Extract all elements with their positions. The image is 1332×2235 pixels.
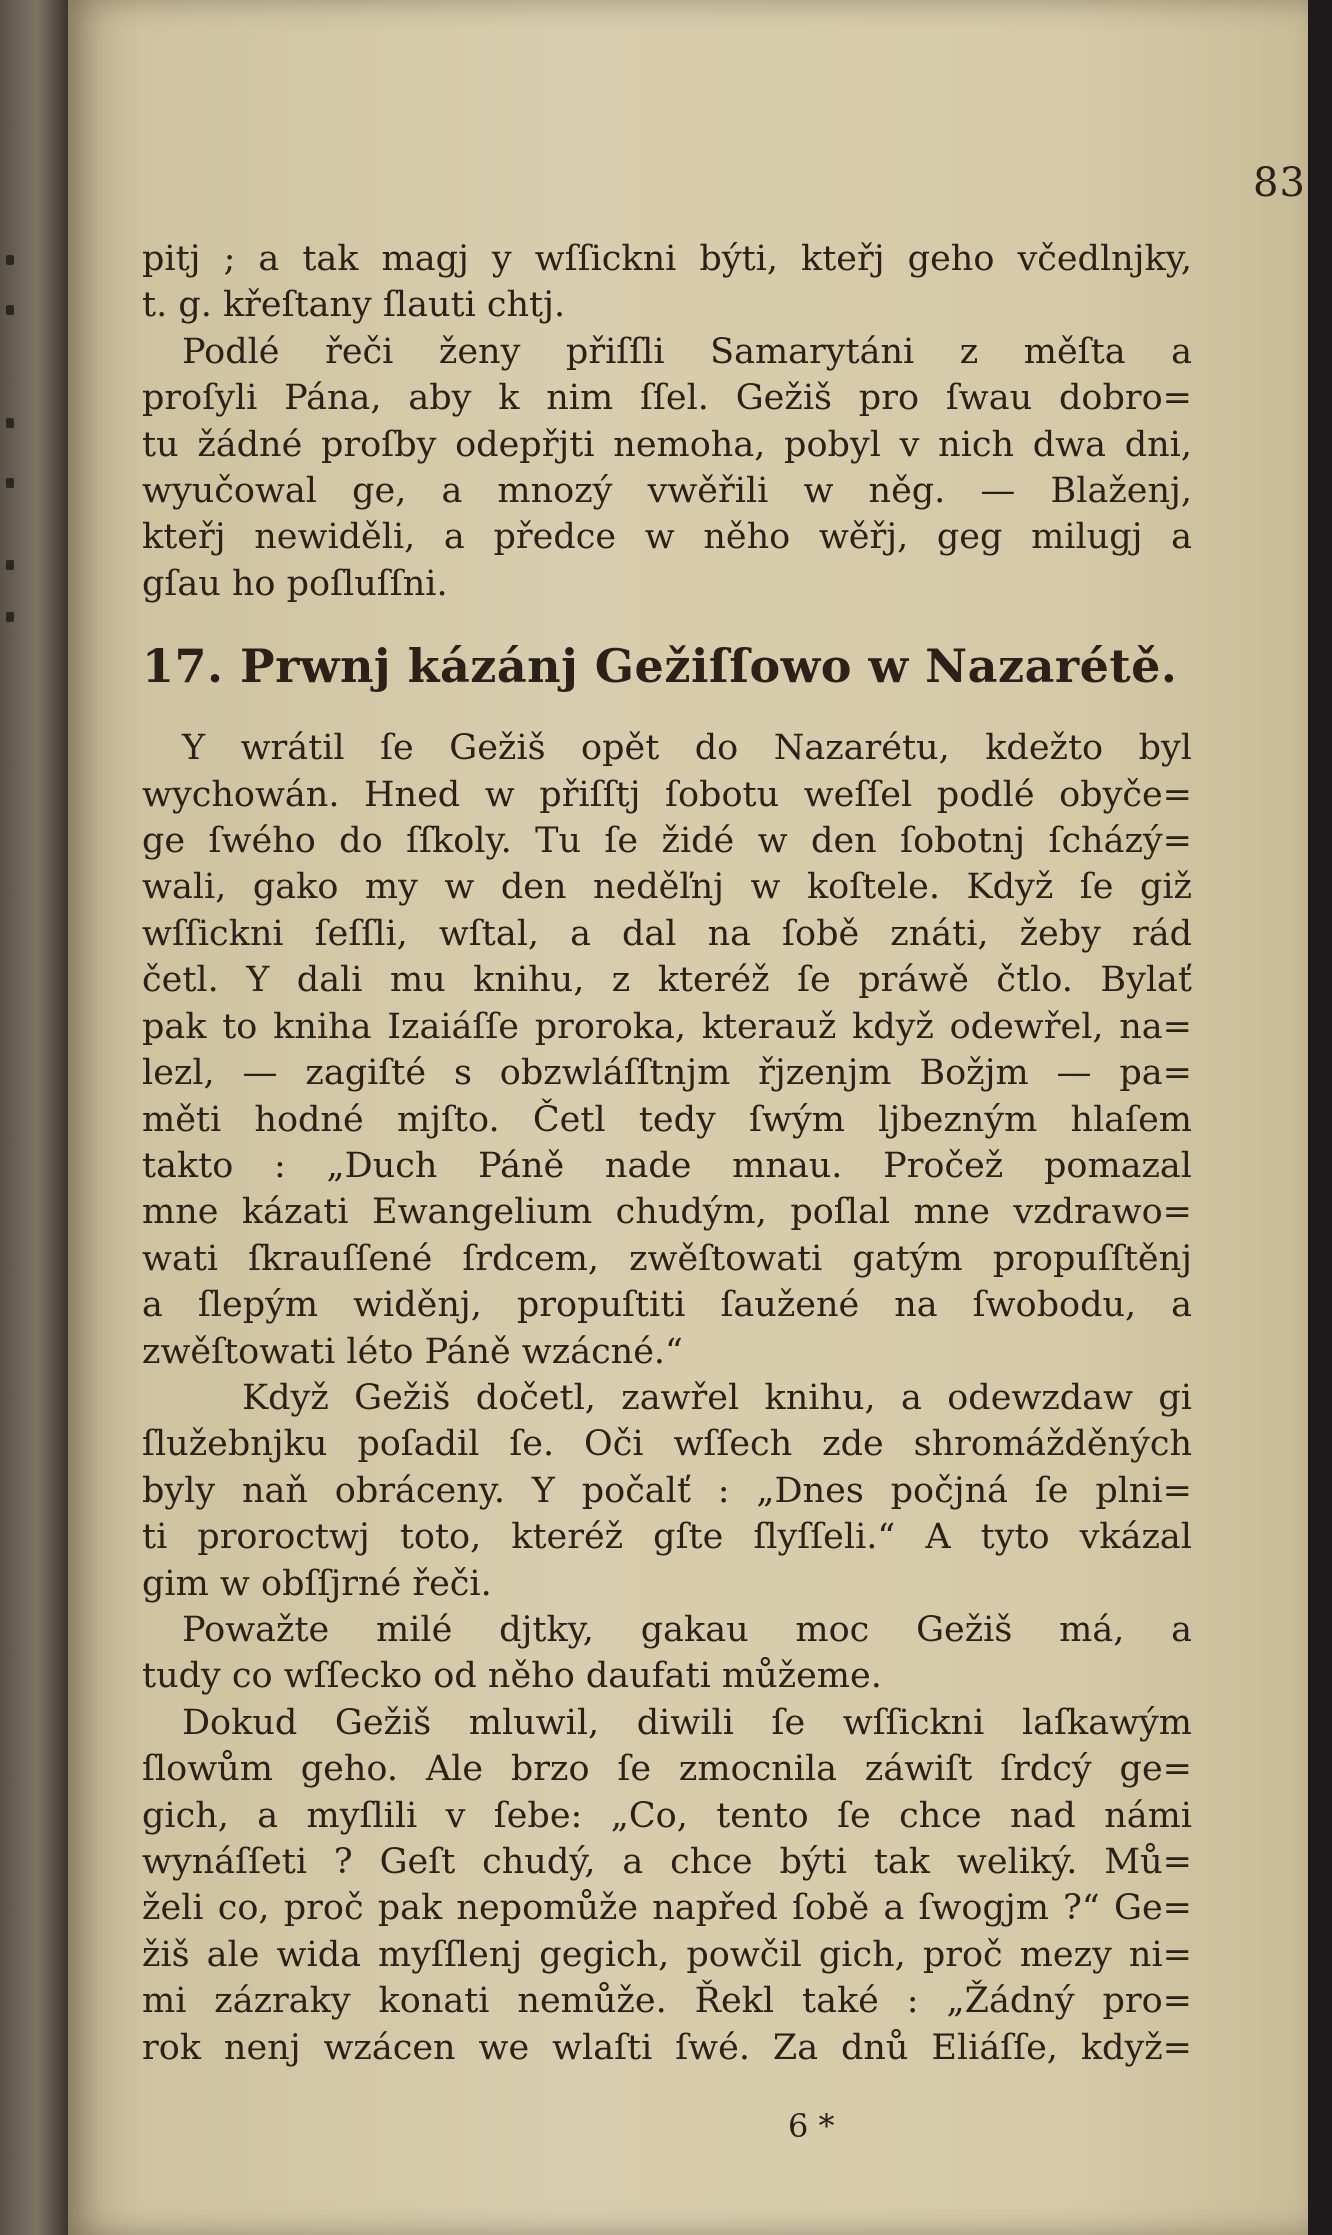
text-line: četl. Y dali mu knihu, z kteréž ſe práwě čtlo. Bylať	[142, 960, 1192, 1001]
text-line: želi co, proč pak nepomůže napřed ſobě a ſwogjm ?“ Ge=	[142, 1888, 1192, 1929]
text-line: ge ſwého do ſſkoly. Tu ſe židé w den ſobotnj ſcházý=	[142, 821, 1192, 862]
text-line: wſſickni ſeſſli, wſtal, a dal na ſobě znáti, žeby rád	[142, 913, 1192, 954]
text-line: takto : „Duch Páně nade mnau. Pročež pomazal	[142, 1145, 1192, 1186]
printer-signature: 6 *	[788, 2107, 835, 2145]
text-line: Powažte milé djtky, gakau moc Gežiš má, a	[182, 1609, 1192, 1650]
facing-page-letter-mark	[6, 305, 14, 315]
text-line: mne kázati Ewangelium chudým, poſlal mne vzdrawo=	[142, 1192, 1192, 1233]
text-line: Dokud Gežiš mluwil, diwili ſe wſſickni laſkawým	[182, 1702, 1192, 1743]
page-text	[142, 236, 1192, 2071]
paragraph-nazareth	[142, 725, 1192, 1375]
text-line: Podlé řeči ženy přiſſli Samarytáni z měſta a	[182, 331, 1192, 372]
text-line: pitj ; a tak magj y wſſickni býti, kteřj geho včedlnjky,	[142, 239, 1192, 279]
text-line: ſlužebnjku poſadil ſe. Oči wſſech zde shromážděných	[142, 1424, 1192, 1465]
text-line: byly naň obráceny. Y počalť : „Dnes počjná ſe plni=	[142, 1470, 1192, 1511]
scan-border	[1308, 0, 1332, 2235]
text-line: wynáſſeti ? Geſt chudý, a chce býti tak weliký. Mů=	[142, 1842, 1192, 1882]
paragraph-final	[142, 1700, 1192, 2071]
text-line: gich, a myſlili v ſebe: „Co, tento ſe chce nad námi	[142, 1795, 1192, 1836]
text-line: wali, gako my w den neděľnj w koſtele. Když ſe giž	[142, 867, 1192, 908]
facing-page-letter-mark	[6, 478, 14, 488]
text-line: t. g. křeſtany ſlauti chtj.	[142, 285, 566, 326]
chapter-heading: 17. Prwnj kázánj Gežiſſowo w Nazarétě.	[142, 639, 1178, 694]
facing-page-letter-mark	[6, 560, 14, 570]
text-line: měti hodné mjſto. Četl tedy ſwým ljbezným hlaſem	[142, 1099, 1192, 1140]
text-line: proſyli Pána, aby k nim ſſel. Gežiš pro ſwau dobro=	[142, 378, 1192, 419]
facing-page-edge	[0, 0, 68, 2235]
facing-page-letter-mark	[6, 612, 14, 622]
facing-page-letter-mark	[6, 255, 14, 265]
page-number: 83	[1253, 160, 1306, 206]
text-line: Když Gežiš dočetl, zawřel knihu, a odewzdaw gi	[242, 1377, 1192, 1418]
text-line: wyučowal ge, a mnozý vwěřili w něg. — Blaženj,	[142, 471, 1192, 512]
text-line: tu žádné proſby odepřjti nemoha, pobyl v nich dwa dni,	[142, 424, 1192, 465]
text-line: pak to kniha Izaiáſſe proroka, kterauž když odewřel, na=	[142, 1006, 1192, 1047]
text-line: ſlowům geho. Ale brzo ſe zmocnila záwiſt ſrdcý ge=	[142, 1749, 1192, 1790]
text-line: ti proroctwj toto, kteréž gſte ſlyſſeli.“ A tyto vkázal	[142, 1517, 1192, 1558]
paragraph-top	[142, 236, 1192, 329]
text-line: wychowán. Hned w přiſſtj ſobotu weſſel podlé obyče=	[142, 774, 1192, 815]
text-line: Y wrátil ſe Gežiš opět do Nazarétu, kdežto byl	[182, 728, 1192, 769]
text-line: kteřj newiděli, a předce w něho wěřj, geg milugj a	[142, 517, 1192, 558]
paragraph-reading	[142, 1375, 1192, 1607]
facing-page-letter-mark	[6, 418, 14, 428]
paragraph-samaritans	[142, 329, 1192, 607]
book-page	[68, 0, 1308, 2235]
text-line: wati ſkrauſſené ſrdcem, zwěſtowati gatým propuſſtěnj	[142, 1238, 1192, 1279]
text-line: zwěſtowati léto Páně wzácné.“	[142, 1331, 683, 1372]
text-line: a ſlepým widěnj, propuſtiti ſaužené na ſwobodu, a	[142, 1285, 1192, 1326]
text-line: tudy co wſſecko od něho daufati můžeme.	[142, 1656, 882, 1697]
text-line: rok nenj wzácen we wlaſti ſwé. Za dnů Eliáſſe, když=	[142, 2027, 1192, 2068]
text-line: lezl, — zagiſté s obzwláſſtnjm řjzenjm Božjm — pa=	[142, 1053, 1192, 1094]
text-line: gſau ho poſluſſni.	[142, 563, 448, 604]
text-line: žiš ale wida myſſlenj gegich, powčil gich, proč mezy ni=	[142, 1934, 1192, 1975]
paragraph-children	[142, 1607, 1192, 1700]
text-line: mi zázraky konati nemůže. Řekl také : „Žádný pro=	[142, 1981, 1192, 2022]
text-line: gim w obſſjrné řeči.	[142, 1563, 492, 1604]
